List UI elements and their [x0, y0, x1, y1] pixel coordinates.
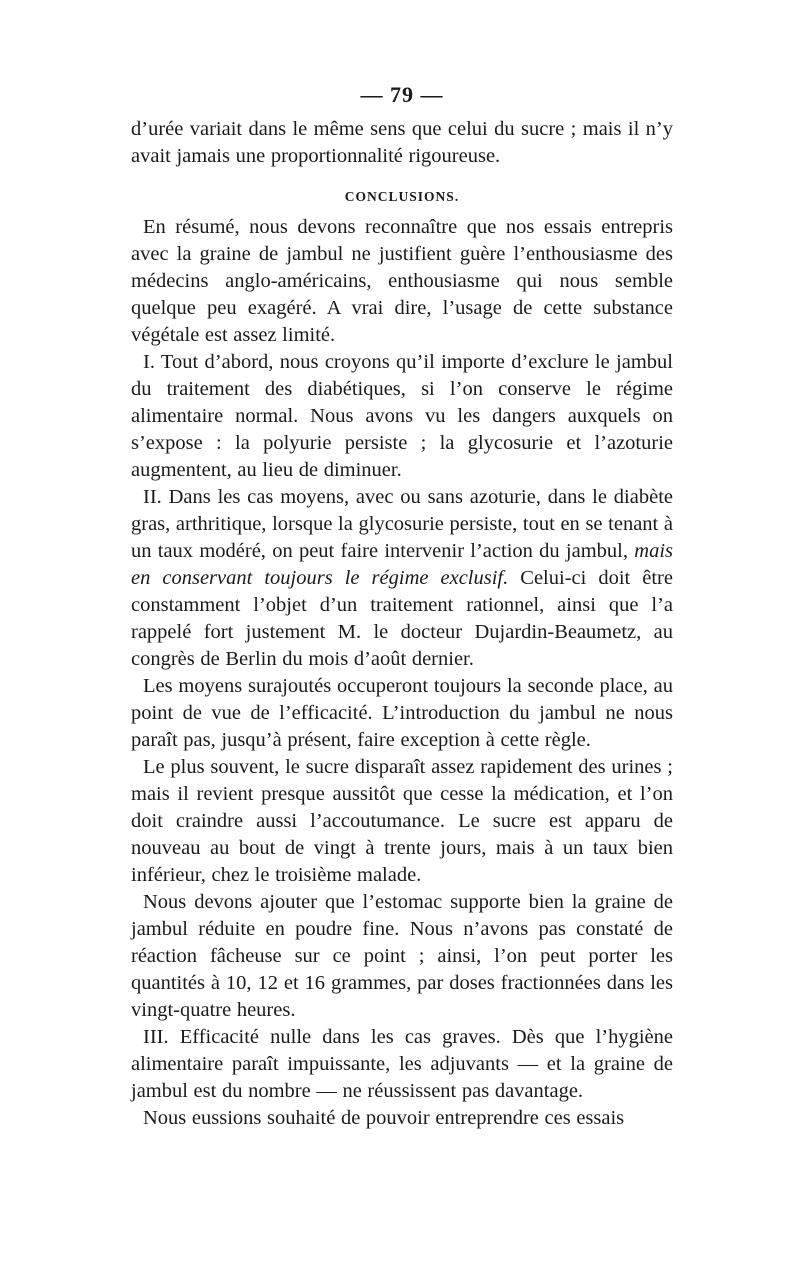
paragraph-point-three: III. Efficacité nulle dans les cas graves. Dès que l’hygiène alimentaire paraît impuissante, les adjuvants — et la graine de jambul est du nombre — ne réussissent pas davantage. [131, 1026, 673, 1102]
opening-paragraph: d’urée variait dans le même sens que celui du sucre ; mais il n’y avait jamais une proportionnalité rigoureuse. [131, 118, 673, 167]
paragraph-point-two-text-b: Celui-ci doit être constamment l’objet d’un traitement rationnel, ainsi que l’a rappelé fort justement M. le docteur Dujardin-Beaumetz, au congrès de Berlin du mois d’août dernier. [131, 567, 673, 670]
paragraph-point-one: I. Tout d’abord, nous croyons qu’il importe d’exclure le jambul du traitement des diabétiques, si l’on conserve le régime alimentaire normal. Nous avons vu les dangers auxquels on s’expose : la polyurie persiste ; la glycosurie et l’azoturie augmentent, au lieu de diminuer. [131, 351, 673, 481]
paragraph-point-two [131, 484, 673, 673]
paragraph-summary: En résumé, nous devons reconnaître que nos essais entrepris avec la graine de jambul ne justifient guère l’enthousiasme des médecins anglo-américains, enthousiasme qui nous semble quelque peu exagéré. A vrai dire, l’usage de cette substance végétale est assez limité. [131, 216, 673, 346]
paragraph-adjuvants: Les moyens surajoutés occuperont toujours la seconde place, au point de vue de l’efficacité. L’introduction du jambul ne nous paraît pas, jusqu’à présent, faire exception à cette règle. [131, 675, 673, 751]
section-heading: CONCLUSIONS. [344, 189, 460, 204]
paragraph-closing: Nous eussions souhaité de pouvoir entreprendre ces essais [143, 1107, 625, 1129]
book-page [131, 80, 673, 1132]
paragraph-point-two-emphasis: mais en conservant toujours le régime exclusif. [131, 540, 673, 589]
paragraph-sugar: Le plus souvent, le sucre disparaît assez rapidement des urines ; mais il revient presque aussitôt que cesse la médication, et l’on doit craindre aussi l’accoutumance. Le sucre est apparu de nouveau au bout de vingt à trente jours, mais à un taux bien inférieur, chez le troisième malade. [131, 756, 673, 886]
paragraph-point-two-text-a: II. Dans les cas moyens, avec ou sans azoturie, dans le diabète gras, arthritique, lorsque la glycosurie persiste, tout en se tenant à un taux modéré, on peut faire intervenir l’action du jambul, [131, 486, 673, 562]
paragraph-stomach: Nous devons ajouter que l’estomac supporte bien la graine de jambul réduite en poudre fine. Nous n’avons pas constaté de réaction fâcheuse sur ce point ; ainsi, l’on peut porter les quantités à 10, 12 et 16 grammes, par doses fractionnées dans les vingt-quatre heures. [131, 891, 673, 1021]
page-number: — 79 — [360, 82, 444, 107]
